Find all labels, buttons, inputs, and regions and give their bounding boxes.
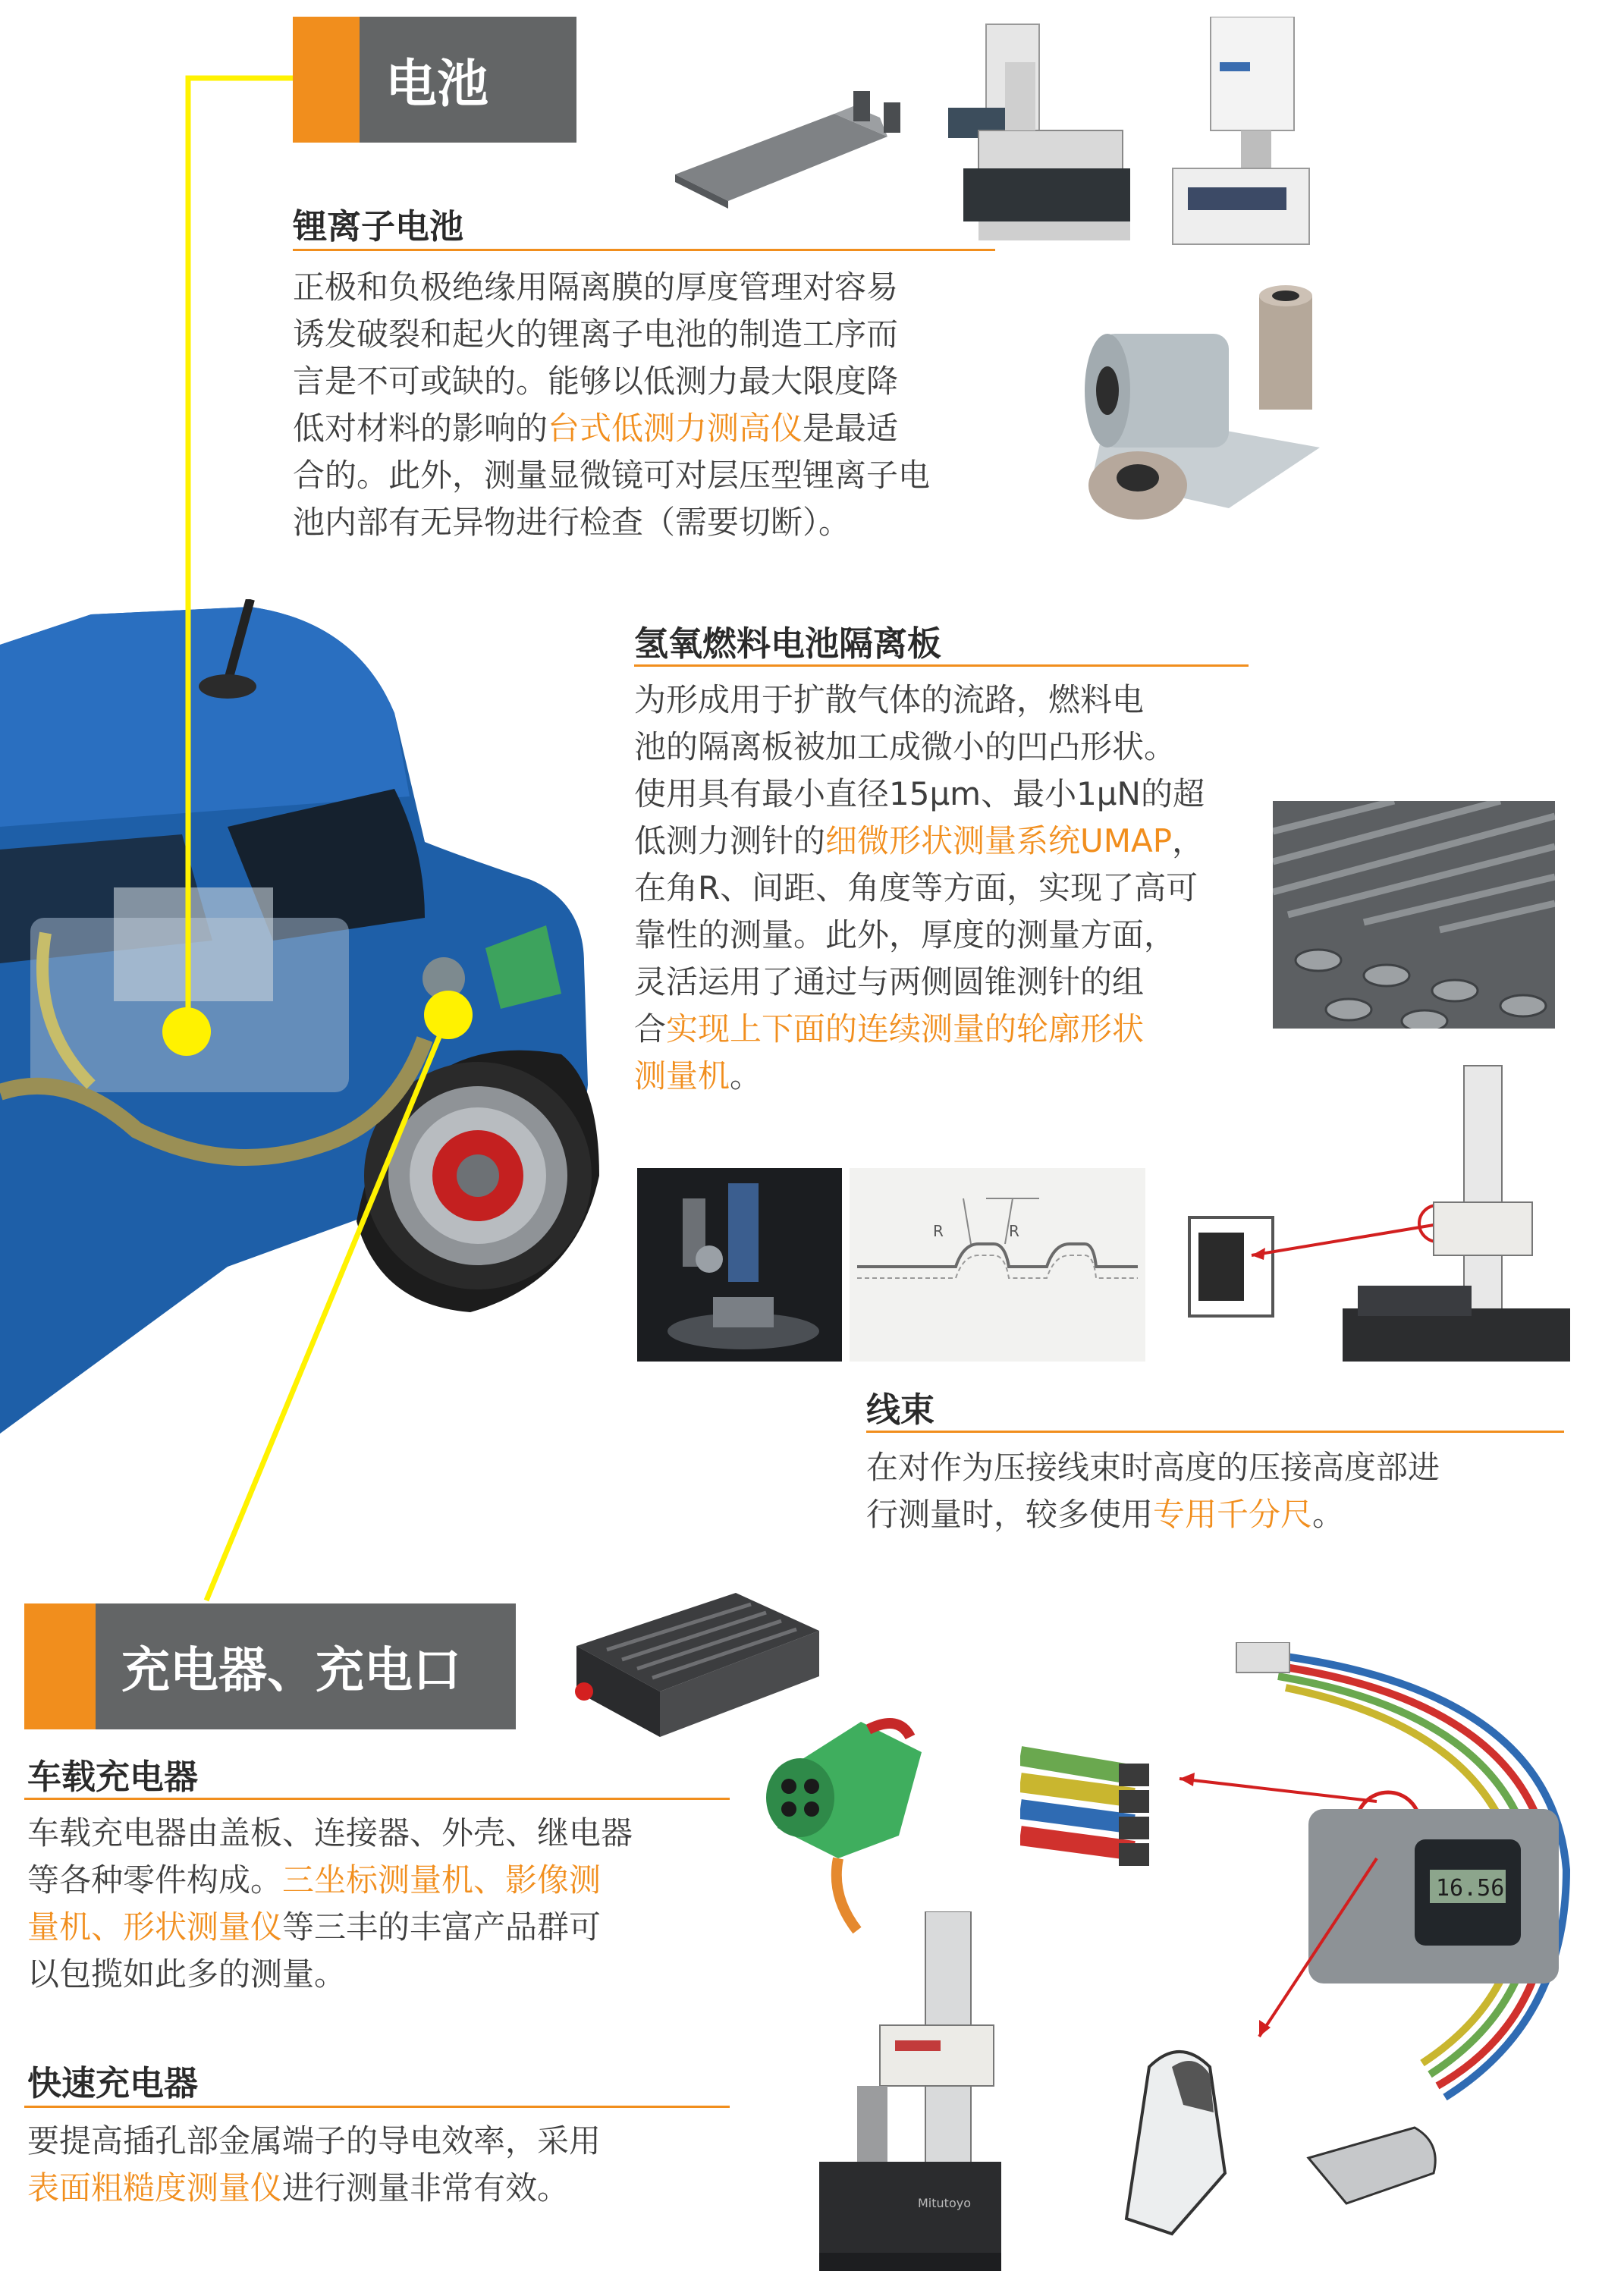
fuel-cell-paragraph [634, 677, 1256, 1100]
battery-banner-title: 电池 [360, 17, 576, 143]
harness-heading-rule [866, 1431, 1564, 1433]
link-cmm-vision[interactable]: 三坐标测量机、影像测 [282, 1861, 602, 1899]
fuel-cell-line-6: 靠性的测量。此外，厚度的测量方面， [634, 916, 1176, 953]
harness-heading: 线束 [866, 1390, 935, 1430]
fuel-cell-line-5: 在角R、间距、角度等方面，实现了高可 [634, 869, 1198, 906]
measuring-microscope-image [933, 17, 1138, 248]
onboard-charger-heading: 车载充电器 [27, 1757, 199, 1797]
battery-section-banner [293, 17, 576, 143]
fuel-cell-line-3: 使用具有最小直径15μm、最小1μN的超 [634, 775, 1205, 812]
fast-line-2-end: 进行测量非常有效。 [282, 2169, 570, 2206]
li-ion-line-6: 池内部有无异物进行检查（需要切断）。 [293, 504, 851, 541]
fuel-cell-line-8 [634, 1006, 1256, 1053]
li-ion-line-3: 言是不可或缺的。能够以低测力最大限度降 [293, 363, 899, 400]
fuel-cell-line-9-end: 。 [730, 1057, 762, 1095]
link-surface-roughness-tester[interactable]: 表面粗糙度测量仪 [27, 2169, 283, 2206]
fuel-cell-line-1: 为形成用于扩散气体的流路，燃料电 [634, 681, 1145, 718]
onboard-line-2-text: 等各种零件构成。 [27, 1861, 283, 1899]
harness-line-2 [866, 1491, 1587, 1538]
li-ion-line-2: 诱发破裂和起火的锂离子电池的制造工序而 [293, 316, 899, 353]
onboard-charger-paragraph [27, 1810, 740, 1998]
link-umap[interactable]: 细微形状测量系统UMAP [825, 822, 1173, 859]
micrometer-readout: 16.56 [1436, 1875, 1505, 1902]
fast-line-2 [27, 2165, 740, 2212]
li-ion-heading-rule [293, 249, 995, 251]
fast-charger-heading-rule [24, 2106, 730, 2108]
contour-measuring-machine-image [1183, 1058, 1578, 1369]
separator-film-rolls-image [1077, 281, 1335, 531]
li-ion-line-4-end: 是最适 [803, 410, 899, 447]
fuel-cell-heading: 氢氧燃料电池隔离板 [634, 623, 942, 664]
fuel-cell-line-2: 池的隔离板被加工成微小的凹凸形状。 [634, 728, 1176, 765]
link-contour-measuring-1[interactable]: 实现上下面的连续测量的轮廓形状 [666, 1010, 1145, 1047]
li-ion-paragraph [293, 264, 1013, 546]
diagram-r-label-2: R [1009, 1222, 1019, 1240]
link-special-micrometer[interactable]: 专用千分尺 [1153, 1496, 1313, 1533]
link-desktop-low-force-height-gauge[interactable]: 台式低测力测高仪 [548, 410, 803, 447]
harness-line-2-text: 行测量时，较多使用 [866, 1496, 1154, 1533]
diagram-r-label-1: R [933, 1222, 944, 1240]
pouch-cell-image [660, 83, 918, 212]
banner-accent-bar [293, 17, 360, 143]
onboard-line-1: 车载充电器由盖板、连接器、外壳、继电器 [27, 1814, 633, 1852]
fast-charger-paragraph [27, 2118, 740, 2212]
height-gauge-image [1165, 17, 1317, 248]
onboard-line-4: 以包揽如此多的测量。 [27, 1955, 347, 1993]
fuel-cell-line-9 [634, 1053, 1256, 1100]
link-vision-form[interactable]: 量机、形状测量仪 [27, 1908, 283, 1946]
brand-logo-text: Mitutoyo [918, 2196, 971, 2210]
fuel-cell-line-7: 灵活运用了通过与两侧圆锥测针的组 [634, 963, 1145, 1000]
onboard-line-2 [27, 1857, 740, 1904]
banner-accent-bar [24, 1603, 96, 1729]
stylus-photo [637, 1168, 842, 1362]
fuel-cell-line-4-end: ， [1172, 822, 1205, 859]
fuel-cell-line-8-text: 合 [634, 1010, 667, 1047]
fuel-cell-heading-rule [634, 664, 1249, 667]
li-ion-line-4 [293, 405, 1013, 452]
separator-plate-image [1273, 801, 1555, 1029]
fuel-cell-line-4 [634, 818, 1256, 865]
surface-roughness-tester-image [812, 1911, 1001, 2276]
fuel-cell-line-4-text: 低测力测针的 [634, 822, 826, 859]
li-ion-heading: 锂离子电池 [293, 206, 464, 247]
li-ion-line-1: 正极和负极绝缘用隔离膜的厚度管理对容易 [293, 269, 899, 306]
charging-plug-image [747, 1707, 929, 1934]
link-contour-measuring-2[interactable]: 测量机 [634, 1057, 730, 1095]
fast-charger-heading: 快速充电器 [27, 2063, 199, 2103]
onboard-line-3-end: 等三丰的丰富产品群可 [282, 1908, 602, 1946]
harness-micrometer-image [1020, 1642, 1597, 2287]
harness-paragraph [866, 1444, 1587, 1538]
harness-line-1: 在对作为压接线束时高度的压接高度部进 [866, 1449, 1440, 1486]
charger-section-banner [24, 1603, 516, 1729]
onboard-line-3 [27, 1904, 740, 1951]
onboard-charger-heading-rule [24, 1798, 730, 1800]
li-ion-line-4-text: 低对材料的影响的 [293, 410, 548, 447]
charger-banner-title: 充电器、充电口 [96, 1603, 516, 1729]
li-ion-line-5: 合的。此外，测量显微镜可对层压型锂离子电 [293, 457, 931, 494]
harness-line-2-end: 。 [1312, 1496, 1345, 1533]
profile-diagram [850, 1168, 1145, 1362]
fast-line-1: 要提高插孔部金属端子的导电效率，采用 [27, 2122, 602, 2159]
